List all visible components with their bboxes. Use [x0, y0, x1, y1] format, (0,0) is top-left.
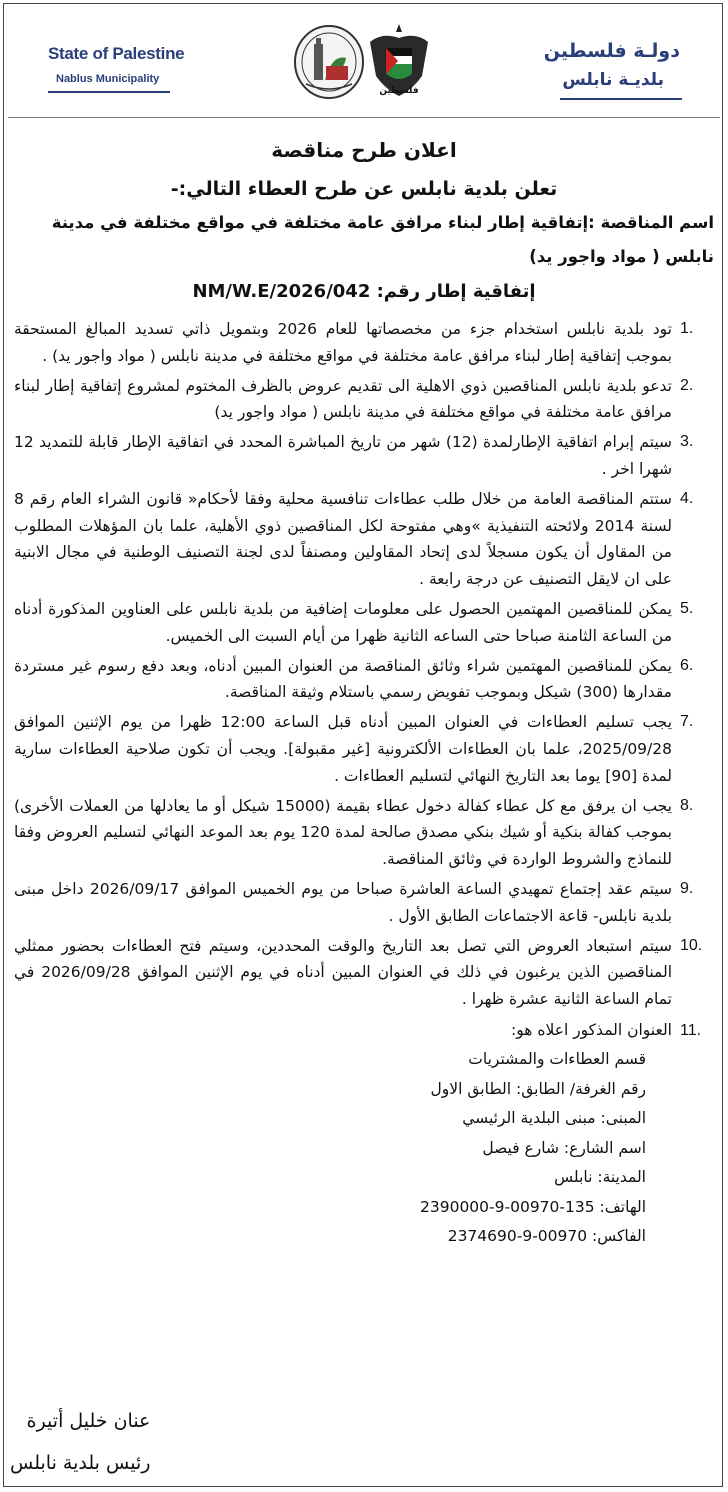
item-text: ستتم المناقصة العامة من خلال طلب عطاءات تنافسية محلية وفقا لأحكام« قانون الشراء العام رقم 8 لسنة 2014 ولائحته التنفيذية »وهي مفتوحة لكل المناقصين ذوي الأهلية، علما بان المؤهلات المطلوب من المقاول أن يكون مسجلاً لدى إتحاد المقاولين ومصنفاً لدى لجنة التصنيف الوطنية في مجال الابنية على ان لايقل التصنيف عن درجة رابعة . — [14, 489, 672, 589]
item-number: 10. — [680, 936, 703, 954]
agreement-number: إتفاقية إطار رقم: NM/W.E/2026/042 — [192, 281, 536, 302]
announcement-subtitle: تعلن بلدية نابلس عن طرح العطاء التالي:- — [170, 178, 558, 200]
list-item — [10, 933, 718, 1013]
item-number: 6. — [680, 656, 694, 674]
tender-name: اسم المناقصة :إتفاقية إطار لبناء مرافق عامة مختلفة في مواقع مختلفة في مدينة نابلس ( مواد واجور يد) — [51, 213, 714, 266]
list-item — [10, 709, 718, 789]
letterhead-en-underline — [48, 91, 170, 93]
signature-block — [10, 1400, 150, 1484]
item-text: تدعو بلدية نابلس المناقصين ذوي الاهلية الى تقديم عروض بالظرف المختوم لمشروع إتفاقية إطار لبناء مرافق عامة مختلفة في مواقع مختلفة في مدينة نابلس ( مواد واجور يد) — [14, 376, 672, 422]
emblem-caption: فلسطين — [379, 86, 419, 96]
item-text: يمكن للمناقصين المهتمين شراء وثائق المناقصة من العنوان المبين أدناه، وبعد دفع رسوم غير مستردة مقدارها (300) شيكل وبموجب تفويض رسمي باستلام وثيقة المناقصة. — [14, 656, 672, 702]
letterhead-ar-underline — [560, 98, 682, 100]
item-number: 8. — [680, 796, 694, 814]
tender-announcement — [10, 132, 718, 1252]
address-room: رقم الغرفة/ الطابق: الطابق الاول — [430, 1079, 646, 1098]
address-phone: الهاتف: 135-00970-9-2390000 — [420, 1197, 646, 1216]
item-number: 5. — [680, 599, 694, 617]
item-text: يمكن للمناقصين المهتمين الحصول على معلومات إضافية من بلدية نابلس على العناوين المذكورة أدناه من الساعة الثامنة صباحا حتى الساعه الثانية ظهرا من أيام السبت الى الخميس. — [14, 599, 672, 645]
signatory-title: رئيس بلدية نابلس — [10, 1452, 151, 1474]
address-intro: العنوان المذكور اعلاه هو: — [511, 1020, 672, 1039]
list-item — [10, 596, 718, 650]
signatory-name: عنان خليل أتيرة — [26, 1410, 151, 1432]
header-divider — [8, 117, 720, 118]
terms-list — [10, 316, 718, 1013]
letterhead-ar-title: دولـة فلسطين — [543, 40, 680, 62]
item-number: 1. — [680, 320, 694, 337]
item-text: تود بلدية نابلس استخدام جزء من مخصصاتها للعام 2026 وبتمويل ذاتي تسديد المبالغ المستحقة بموجب إتفاقية إطار لبناء مرافق عامة مختلفة في مواقع مختلفة في مدينة نابلس ( مواد واجور يد) . — [14, 320, 672, 365]
announcement-title: اعلان طرح مناقصة — [271, 138, 457, 162]
list-item — [10, 653, 718, 707]
letterhead-ar-subtitle: بلديـة نابلس — [562, 70, 664, 90]
list-item — [10, 316, 718, 370]
item-number: 2. — [680, 376, 694, 394]
list-item — [10, 373, 718, 427]
item-text: سيتم عقد إجتماع تمهيدي الساعة العاشرة صباحا من يوم الخميس الموافق 2026/09/17 داخل مبنى بلدية نابلس- قاعة الاجتماعات الطابق الأول . — [14, 879, 672, 925]
item-number: 7. — [680, 713, 694, 731]
municipality-seal-icon — [292, 18, 366, 104]
item-text: سيتم استبعاد العروض التي تصل بعد التاريخ والوقت المحددين، وسيتم فتح العطاءات بحضور ممثلي المناقصين الذين يرغبون في ذلك في العنوان المبين أدناه في يوم الإثنين الموافق 2026/09/28 في تمام الساعة الثانية عشرة ظهرا . — [14, 936, 672, 1009]
address-fax: الفاكس: 00970-9-2374690 — [447, 1227, 646, 1246]
list-item — [10, 793, 718, 873]
item-text: يجب ان يرفق مع كل عطاء كفالة دخول عطاء بقيمة (15000 شيكل أو ما يعادلها من العملات الأخرى) بموجب كفالة بنكية أو شيك بنكي مصدق صالحة لمدة 120 يوم بعد الموعد النهائي لتسليم العروض وفقا للنماذج والشروط الواردة في وثائق المناقصة. — [14, 796, 672, 869]
list-item — [10, 876, 718, 930]
address-block — [10, 1016, 718, 1252]
list-item — [10, 429, 718, 483]
item-number: 4. — [680, 489, 694, 507]
list-item — [10, 486, 718, 593]
letterhead — [0, 0, 728, 120]
letterhead-en-subtitle: Nablus Municipality — [56, 73, 160, 85]
address-street: اسم الشارع: شارع فيصل — [482, 1138, 646, 1157]
letterhead-en-title: State of Palestine — [48, 44, 185, 63]
item-text: يجب تسليم العطاءات في العنوان المبين أدناه قبل الساعة 12:00 ظهرا من يوم الإثنين الموافق 2025/09/28، علما بان العطاءات الألكترونية [غير مقبولة]. ويجب أن تكون صلاحية العطاءات سارية لمدة [90] يوما بعد التاريخ النهائي لتسليم العطاءات . — [14, 713, 673, 785]
item-number: 3. — [680, 433, 694, 451]
address-department: قسم العطاءات والمشتريات — [468, 1050, 646, 1069]
item-text: سيتم إبرام اتفاقية الإطارلمدة (12) شهر من تاريخ المباشرة المحدد في اتفاقية الإطار قابلة للتمديد 12 شهرا اخر . — [14, 433, 672, 478]
address-building: المبنى: مبنى البلدية الرئيسي — [462, 1109, 646, 1128]
address-city: المدينة: نابلس — [554, 1168, 646, 1187]
item-number: 11. — [680, 1021, 702, 1039]
item-number: 9. — [680, 879, 694, 897]
